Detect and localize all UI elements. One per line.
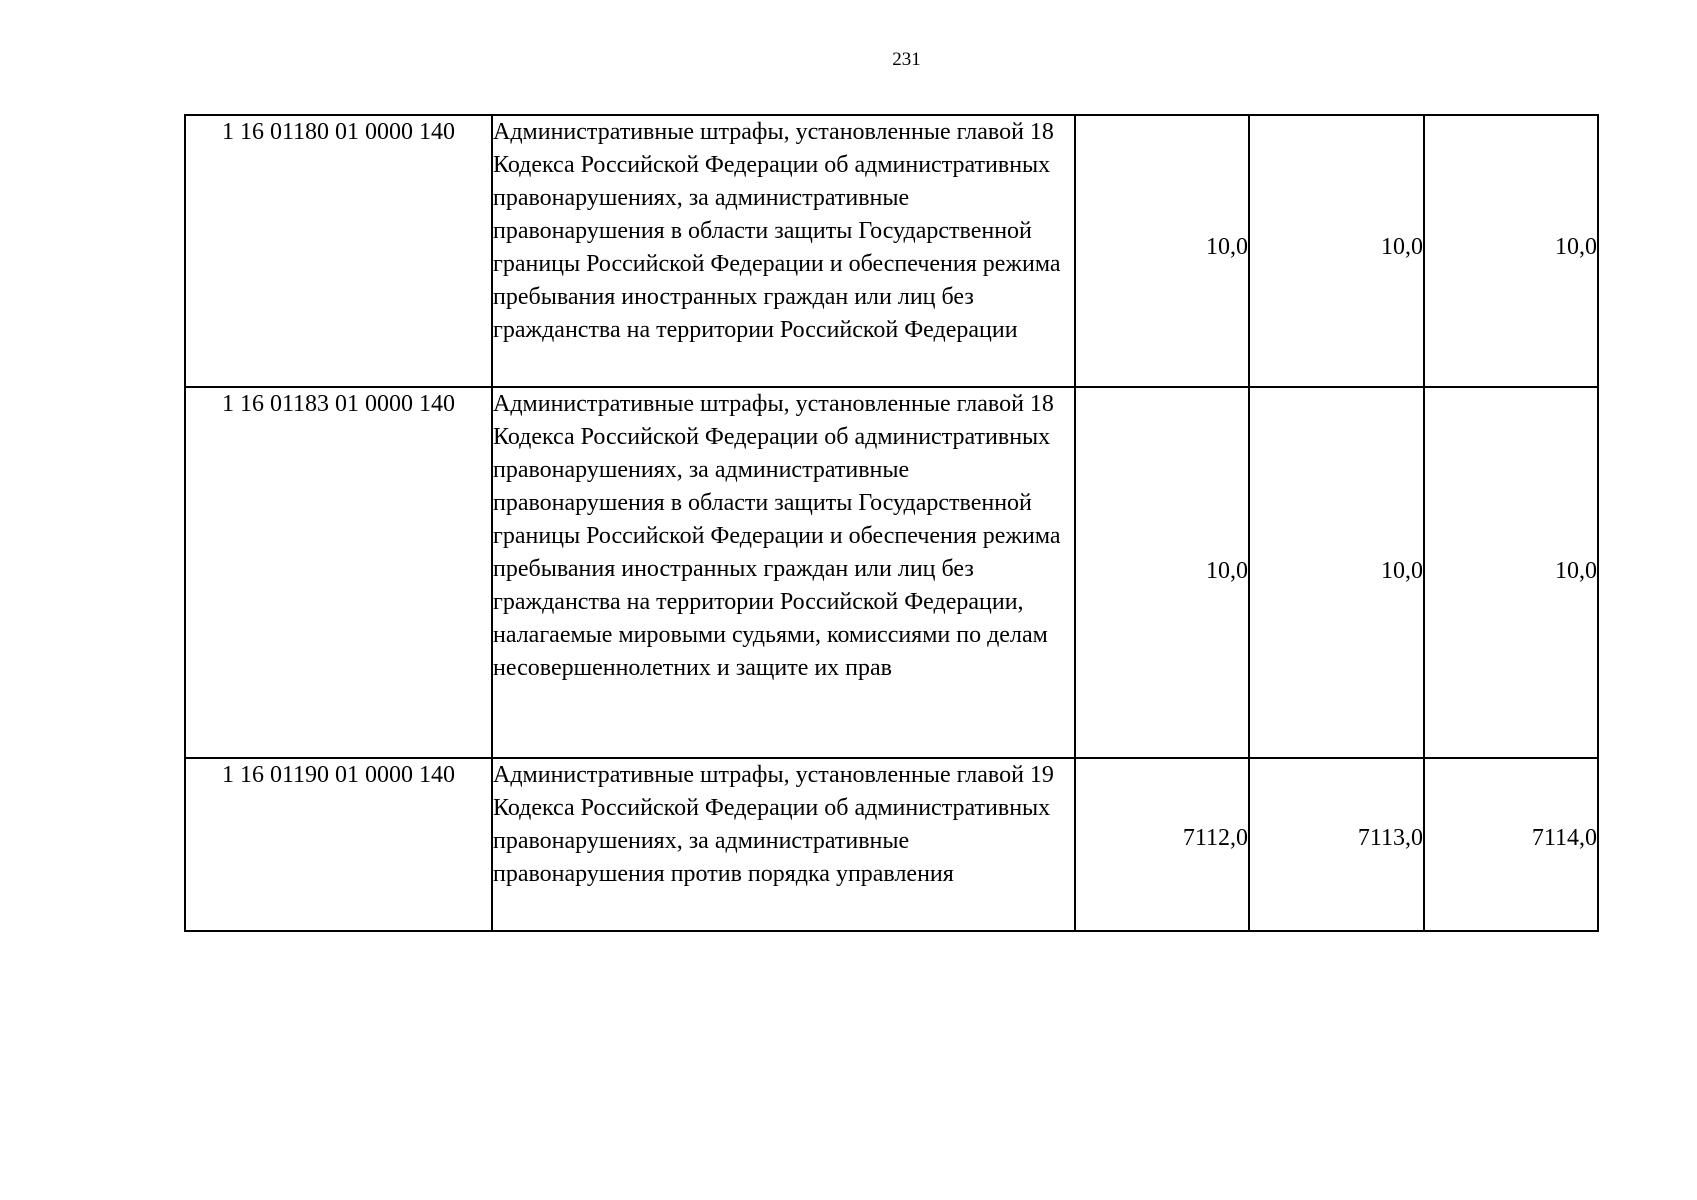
value-year-3-cell: 7114,0 xyxy=(1424,758,1598,931)
value-year-3-cell: 10,0 xyxy=(1424,115,1598,387)
budget-code-cell: 1 16 01180 01 0000 140 xyxy=(185,115,492,387)
description-cell: Административные штрафы, установленные главой 19 Кодекса Российской Федерации об административных правонарушениях, за административные правонарушения против порядка управления xyxy=(492,758,1075,931)
description-cell: Административные штрафы, установленные главой 18 Кодекса Российской Федерации об административных правонарушениях, за административные правонарушения в области защиты Государственной границы Российской Федерации и обеспечения режима пребывания иностранных граждан или лиц без гражданства на территории Российской Федерации xyxy=(492,115,1075,387)
table-row xyxy=(185,387,1598,758)
value-year-1-cell: 10,0 xyxy=(1075,387,1249,758)
value-year-1-cell: 10,0 xyxy=(1075,115,1249,387)
revenue-table xyxy=(184,114,1599,932)
value-year-2-cell: 7113,0 xyxy=(1249,758,1424,931)
value-year-2-cell: 10,0 xyxy=(1249,115,1424,387)
table-row xyxy=(185,115,1598,387)
value-year-1-cell: 7112,0 xyxy=(1075,758,1249,931)
budget-code-cell: 1 16 01183 01 0000 140 xyxy=(185,387,492,758)
page-number: 231 xyxy=(892,49,921,70)
budget-code-cell: 1 16 01190 01 0000 140 xyxy=(185,758,492,931)
table-row xyxy=(185,758,1598,931)
value-year-2-cell: 10,0 xyxy=(1249,387,1424,758)
value-year-3-cell: 10,0 xyxy=(1424,387,1598,758)
description-cell: Административные штрафы, установленные главой 18 Кодекса Российской Федерации об административных правонарушениях, за административные правонарушения в области защиты Государственной границы Российской Федерации и обеспечения режима пребывания иностранных граждан или лиц без гражданства на территории Российской Федерации, налагаемые мировыми судьями, комиссиями по делам несовершеннолетних и защите их прав xyxy=(492,387,1075,758)
